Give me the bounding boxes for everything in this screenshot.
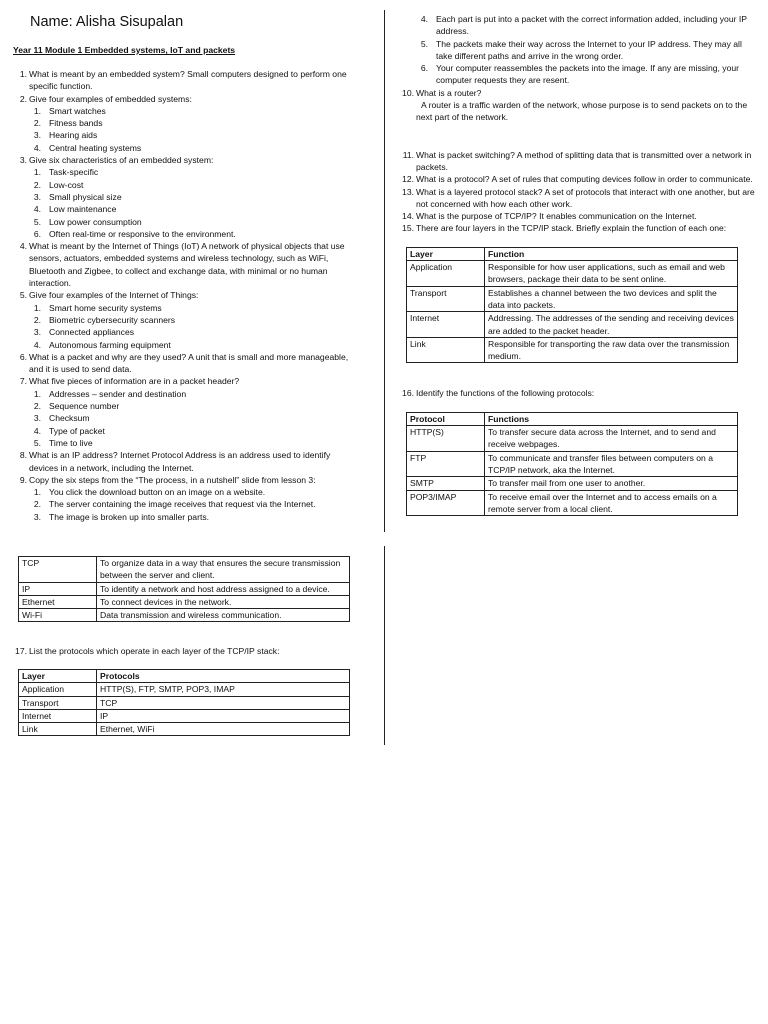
list-item-text: Low maintenance [49,204,117,215]
table-cell: Establishes a channel between the two devices and split the data into packets. [485,286,738,312]
list-item-number: 3 . [29,412,41,424]
list-item [13,216,358,228]
table-row [407,312,738,338]
list-item-text: Often real-time or responsive to the environment. [49,228,236,239]
list-item-text: Addresses – sender and destination [49,388,187,399]
table-cell: Internet [19,709,97,722]
table-row [407,426,738,452]
layer-function-table [406,247,738,364]
list-item-number: 1 . [29,388,41,400]
table-row [407,286,738,312]
list-item [13,412,358,424]
list-item-text: Checksum [49,413,90,424]
table-row [19,709,350,722]
table-header-cell: Protocols [97,670,350,683]
question-text: What is a router? [416,87,482,98]
table-header-cell: Function [485,247,738,260]
protocol-function-table [406,412,738,516]
table-cell: Responsible for how user applications, such as email and web browsers, package their data to be sent online. [485,261,738,287]
question-10-answer [400,99,758,124]
table-cell: Application [19,683,97,696]
list-item [13,302,358,314]
list-item-number: 5 . [29,437,41,449]
question-number: 15 . [400,222,414,234]
question-9 [13,474,358,523]
list-item-text: Central heating systems [49,142,142,153]
table-header-cell: Layer [407,247,485,260]
table-cell: IP [97,709,350,722]
question-text: What is an IP address? Internet Protocol Address is an address used to identify devices in a network, including the Internet. [29,450,331,473]
question-number: 17 . [13,645,27,657]
table-header-cell: Layer [19,670,97,683]
process-step-6 [400,62,758,87]
question-text: What is a layered protocol stack? A set of protocols that interact with one another, but are not concerned with how each other work. [416,186,755,209]
list-item [13,486,358,498]
question-text: There are four layers in the TCP/IP stack. Briefly explain the function of each one: [416,223,727,234]
list-item [13,117,358,129]
list-item-number: 1 . [29,486,41,498]
layer-protocols-table [18,669,350,736]
question-number: 12 . [400,173,414,185]
question-8 [13,449,358,474]
list-item [13,166,358,178]
table-cell: HTTP(S) [407,426,485,452]
list-item-text: Each part is put into a packet with the correct information added, including your IP address. [436,14,747,37]
list-item-number: 2 . [29,314,41,326]
right-question-list [400,149,758,235]
process-steps-continued [400,13,758,87]
question-1 [13,68,358,93]
question-6 [13,351,358,376]
list-item [13,400,358,412]
list-item-text: Autonomous farming equipment [49,339,171,350]
table-cell: To connect devices in the network. [97,595,350,608]
list-item-number: 4 . [416,13,428,25]
table-cell: Link [19,723,97,736]
right-column [400,13,758,516]
list-item-number: 6 . [416,62,428,74]
question-number: 1 . [13,68,27,80]
list-item-text: Low-cost [49,179,84,190]
table-cell: POP3/IMAP [407,490,485,516]
list-item-text: Sequence number [49,401,120,412]
question-text: Copy the six steps from the “The process, in a nutshell” slide from lesson 3: [29,474,316,485]
table-row [19,696,350,709]
question-number: 6 . [13,351,27,363]
question-number: 7 . [13,375,27,387]
list-item-text: Your computer reassembles the packets into the image. If any are missing, your computer requests they are resent. [436,63,740,86]
table-row [19,582,350,595]
process-step-5 [400,38,758,63]
list-item-text: The image is broken up into smaller parts. [49,511,210,522]
list-item-number: 4 . [29,142,41,154]
list-item [13,105,358,117]
process-step-4 [400,13,758,38]
question-15 [400,222,758,234]
table-cell: Transport [407,286,485,312]
table-header-cell: Protocol [407,412,485,425]
list-item-text: Type of packet [49,425,105,436]
table-header-row [407,247,738,260]
table-header-cell: Functions [485,412,738,425]
table-row [407,451,738,477]
student-name-heading: Name: Alisha Sisupalan [30,14,184,30]
list-item-text: Fitness bands [49,118,103,129]
page-column-divider-bottom [384,546,385,745]
table-cell: Application [407,261,485,287]
table-cell: To receive email over the Internet and to access emails on a remote server from a local client. [485,490,738,516]
list-item-text: Time to live [49,437,93,448]
question-text: What is meant by an embedded system? Small computers designed to perform one specific function. [29,69,347,92]
table-cell: SMTP [407,477,485,490]
question-number: 2 . [13,93,27,105]
question-text: What is meant by the Internet of Things (IoT) A network of physical objects that use sensors, actuators, embedded systems and wireless technology, such as WiFi, Bluetooth and Zigbee, to collect and exchange data, with minimal or no human interaction. [29,241,345,289]
question-text: Identify the functions of the following protocols: [416,388,595,399]
protocol-function-table-continued [18,556,350,622]
table-cell: Addressing. The addresses of the sending and receiving devices are added to the packet header. [485,312,738,338]
question-number: 3 . [13,154,27,166]
question-number: 10 . [400,87,414,99]
table-cell: Data transmission and wireless communication. [97,609,350,622]
list-item [13,191,358,203]
list-item [13,437,358,449]
list-item [13,388,358,400]
question-text: What is the purpose of TCP/IP? It enables communication on the Internet. [416,211,697,222]
question-7 [13,375,358,449]
table-cell: To communicate and transfer files between computers on a TCP/IP network, aka the Internet. [485,451,738,477]
question-text: Give six characteristics of an embedded system: [29,155,214,166]
table-cell: HTTP(S), FTP, SMTP, POP3, IMAP [97,683,350,696]
list-item-number: 1 . [29,105,41,117]
list-item-text: Low power consumption [49,216,142,227]
list-item-text: Smart watches [49,105,106,116]
question-text: Give four examples of the Internet of Things: [29,290,199,301]
table-row [407,261,738,287]
table-cell: IP [19,582,97,595]
table-cell: TCP [97,696,350,709]
list-item-number: 2 . [29,179,41,191]
table-cell: To transfer secure data across the Internet, and to send and receive webpages. [485,426,738,452]
list-item-text: Biometric cybersecurity scanners [49,314,176,325]
answer-text: A router is a traffic warden of the network, whose purpose is to send packets on to the next part of the network. [416,100,748,123]
table-cell: Responsible for transporting the raw data over the transmission medium. [485,337,738,363]
list-item-number: 1 . [29,302,41,314]
question-text: Give four examples of embedded systems: [29,93,192,104]
table-cell: To identify a network and host address assigned to a device. [97,582,350,595]
left-question-list [13,68,358,523]
question-number: 11 . [400,149,414,161]
list-item-number: 1 . [29,166,41,178]
question-12 [400,173,758,185]
question-number: 9 . [13,474,27,486]
list-item [13,425,358,437]
table-row [407,490,738,516]
question-14 [400,210,758,222]
table-cell: Wi-Fi [19,609,97,622]
list-item [13,129,358,141]
question-3 [13,154,358,240]
question-4 [13,240,358,289]
list-item-number: 2 . [29,400,41,412]
table-row [407,477,738,490]
list-item-text: Smart home security systems [49,302,162,313]
list-item-number: 5 . [416,38,428,50]
table-row [19,609,350,622]
list-item [13,203,358,215]
table-cell: Transport [19,696,97,709]
question-5 [13,289,358,350]
table-cell: Ethernet, WiFi [97,723,350,736]
list-item-text: Task-specific [49,167,99,178]
list-item [13,511,358,523]
question-number: 5 . [13,289,27,301]
table-cell: To transfer mail from one user to another. [485,477,738,490]
list-item-text: Small physical size [49,191,122,202]
question-number: 16 . [400,387,414,399]
question-11 [400,149,758,174]
table-cell: Internet [407,312,485,338]
table-row [19,683,350,696]
list-item-number: 2 . [29,498,41,510]
table-row [19,557,350,583]
list-item-text: Hearing aids [49,130,98,141]
list-item-number: 3 . [29,326,41,338]
table-cell: FTP [407,451,485,477]
question-text: What five pieces of information are in a packet header? [29,376,240,387]
list-item-number: 4 . [29,425,41,437]
list-item-text: You click the download button on an image on a website. [49,487,266,498]
question-number: 13 . [400,186,414,198]
list-item-number: 3 . [29,511,41,523]
question-17 [13,645,374,657]
question-text: List the protocols which operate in each layer of the TCP/IP stack: [29,646,280,656]
list-item-number: 4 . [29,339,41,351]
table-cell: TCP [19,557,97,583]
table-cell: To organize data in a way that ensures the secure transmission between the server and client. [97,557,350,583]
question-number: 14 . [400,210,414,222]
question-number: 8 . [13,449,27,461]
list-item-number: 2 . [29,117,41,129]
module-title: Year 11 Module 1 Embedded systems, IoT and packets [13,45,236,55]
list-item [13,339,358,351]
list-item [13,228,358,240]
list-item [13,498,358,510]
list-item-number: 5 . [29,216,41,228]
page-column-divider-top [384,10,385,532]
question-text: What is packet switching? A method of splitting data that is transmitted over a network in packets. [416,149,752,172]
question-13 [400,186,758,211]
table-header-row [407,412,738,425]
list-item-number: 3 . [29,191,41,203]
table-cell: Ethernet [19,595,97,608]
list-item-number: 3 . [29,129,41,141]
question-16 [400,387,758,399]
list-item [13,179,358,191]
list-item [13,326,358,338]
table-row [407,337,738,363]
table-header-row [19,670,350,683]
question-10 [400,87,758,99]
question-text: What is a protocol? A set of rules that computing devices follow in order to communicate. [416,174,753,185]
list-item-number: 6 . [29,228,41,240]
list-item [13,142,358,154]
question-text: What is a packet and why are they used? A unit that is small and more manageable, and it is used to send data. [29,351,349,375]
table-row [19,723,350,736]
list-item [13,314,358,326]
list-item-text: The packets make their way across the Internet to your IP address. They may all take different paths and arrive in the wrong order. [436,38,742,61]
question-number: 4 . [13,240,27,252]
question-2 [13,93,358,154]
list-item-number: 4 . [29,203,41,215]
table-row [19,595,350,608]
list-item-text: Connected appliances [49,327,135,338]
list-item-text: The server containing the image receives that request via the Internet. [49,499,316,510]
table-cell: Link [407,337,485,363]
